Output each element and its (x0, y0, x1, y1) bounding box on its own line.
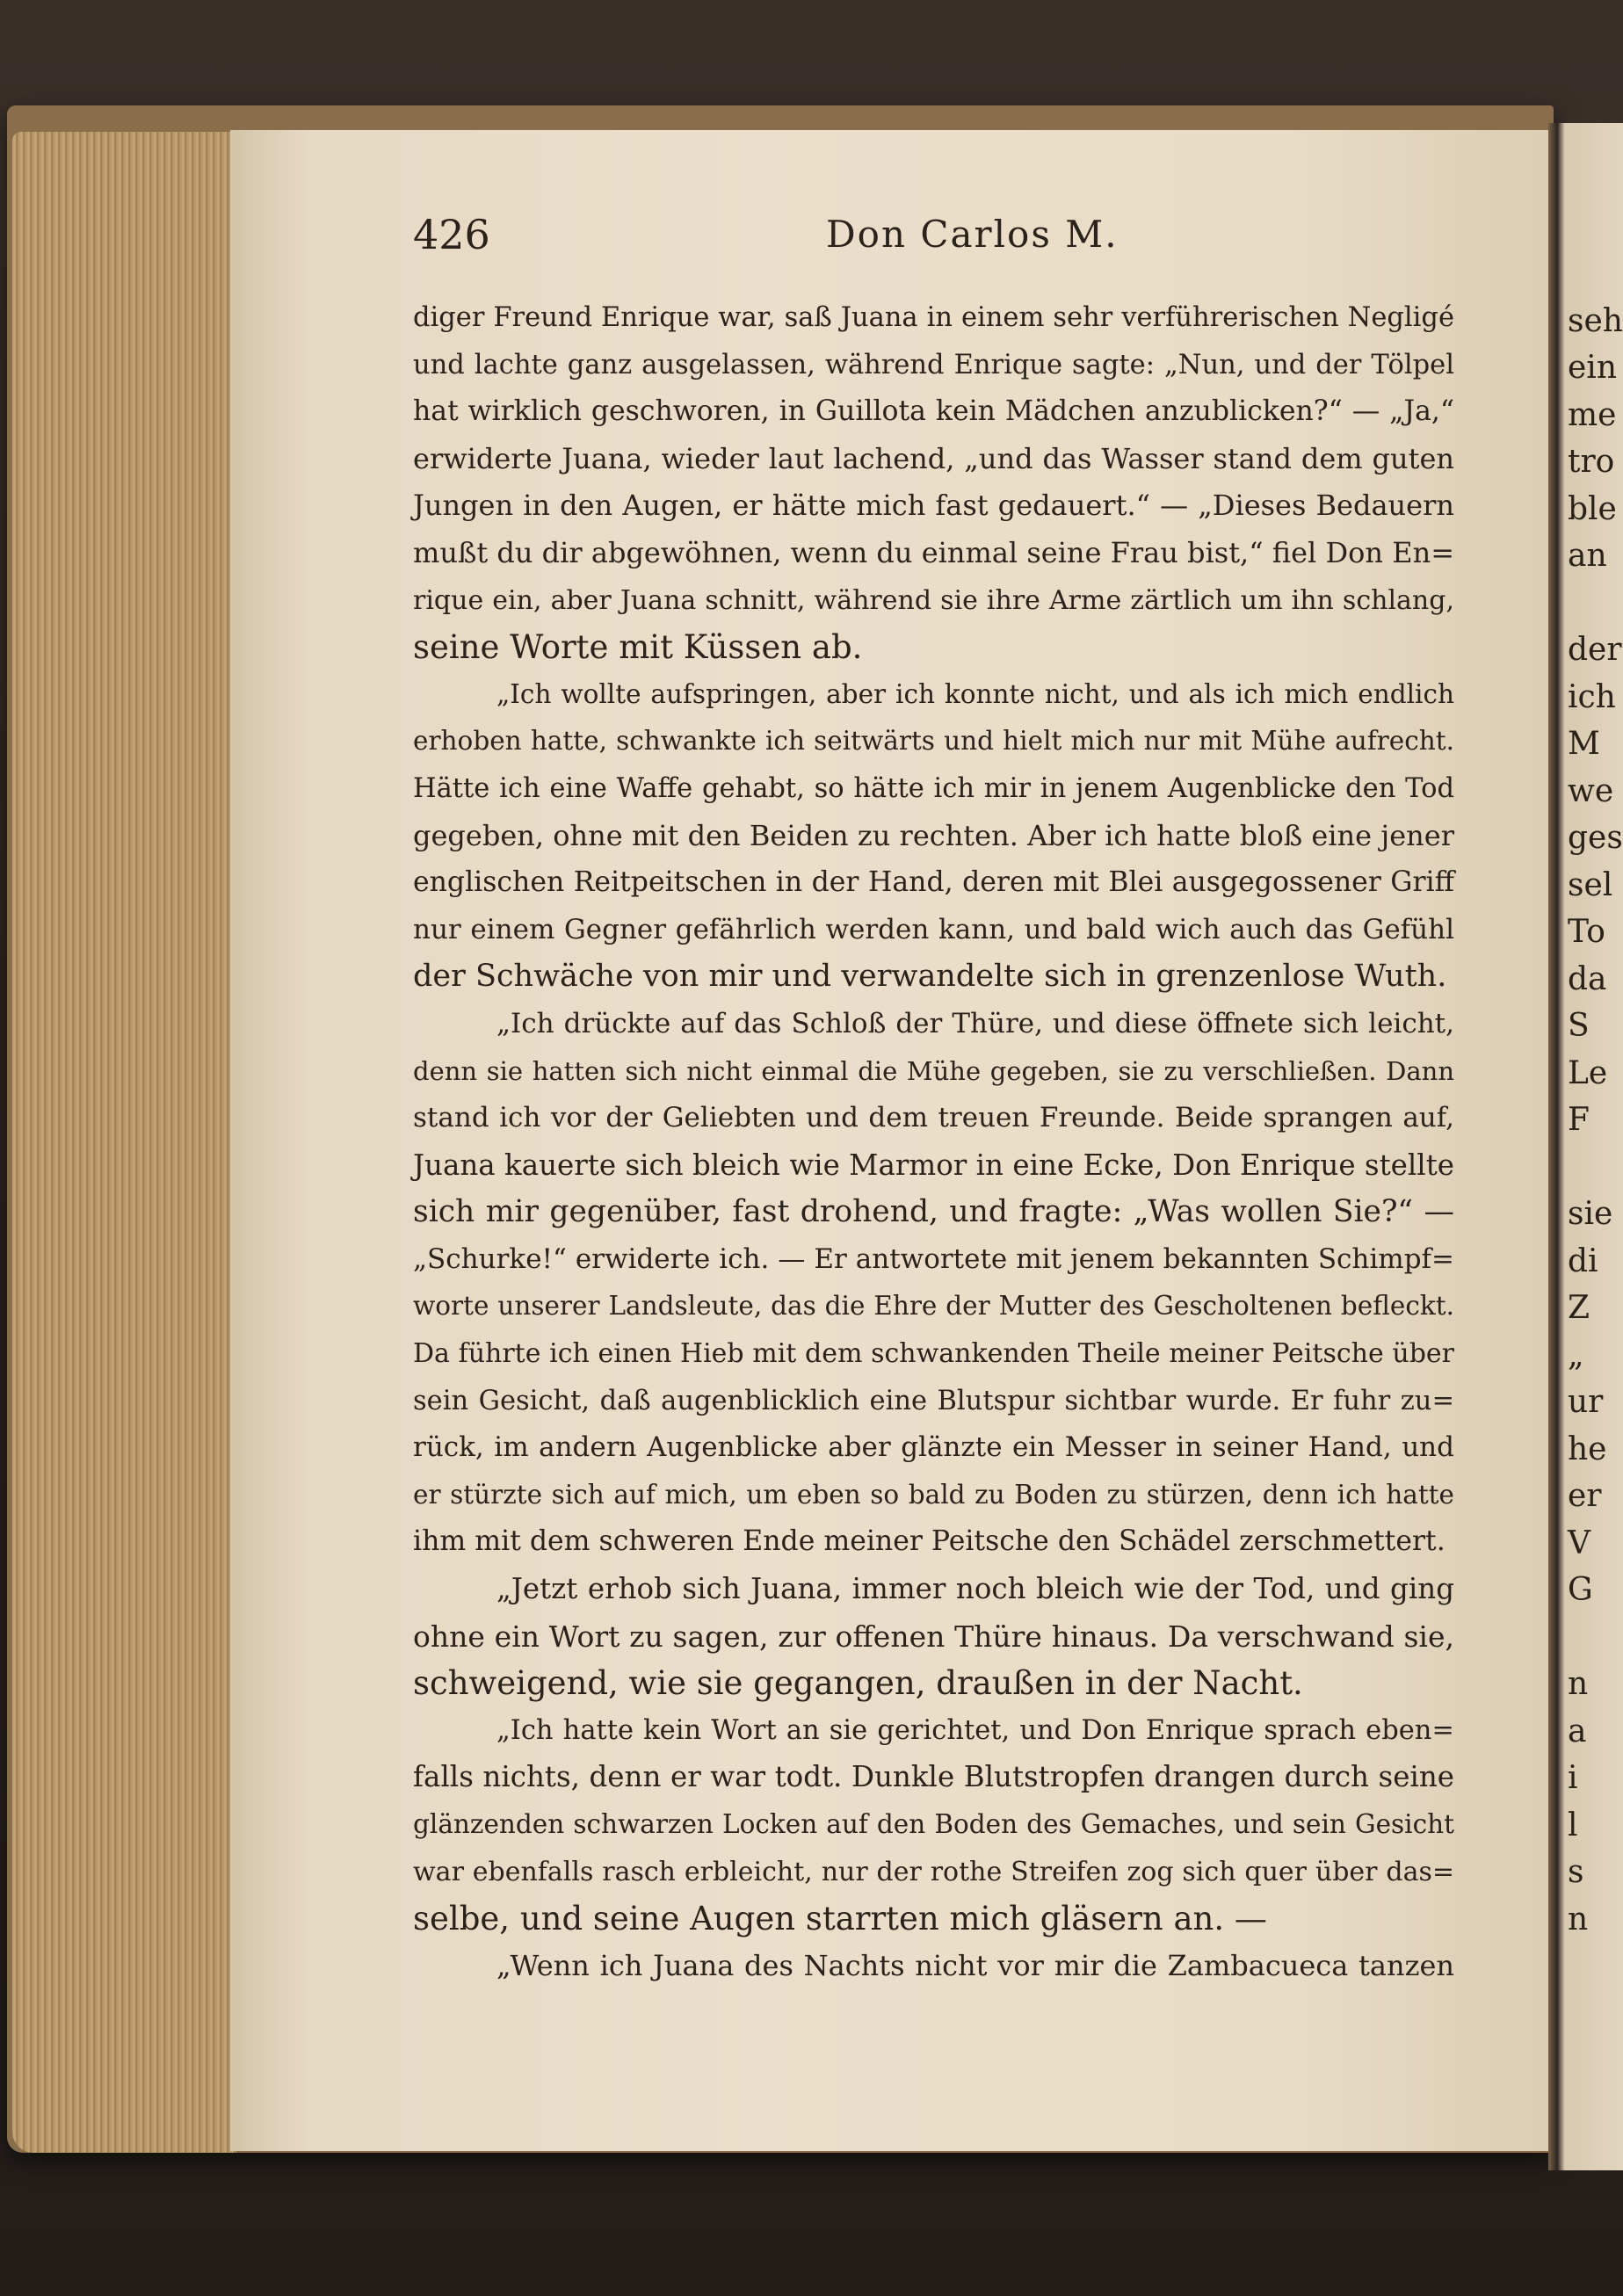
right-fragment: me (1568, 397, 1617, 433)
right-fragment: sie (1568, 1196, 1613, 1232)
text-line: nur einem Gegner gefährlich werden kann, und bald wich auch das Gefühl (413, 913, 1454, 945)
text-line: selbe, und seine Augen starrten mich gläsern an. — (413, 1900, 1267, 1938)
right-fragment: i (1568, 1760, 1578, 1796)
text-line: Juana kauerte sich bleich wie Marmor in eine Ecke, Don Enrique stellte (413, 1148, 1454, 1182)
right-fragment: da (1568, 961, 1607, 997)
page-header (413, 211, 1454, 272)
text-line: englischen Reitpeitschen in der Hand, deren mit Blei ausgegossener Griff (413, 866, 1454, 899)
right-fragment: an (1568, 538, 1607, 574)
right-fragment: a (1568, 1713, 1587, 1749)
right-fragment: n (1568, 1901, 1589, 1937)
text-line: er stürzte sich auf mich, um eben so bald zu Boden zu stürzen, denn ich hatte (413, 1479, 1454, 1510)
page-number: 426 (413, 211, 490, 258)
right-fragment: ich (1568, 679, 1616, 715)
right-fragment: Le (1568, 1055, 1608, 1091)
text-line: schweigend, wie sie gegangen, draußen in der Nacht. (413, 1664, 1303, 1703)
text-line: gegeben, ohne mit den Beiden zu rechten. Aber ich hatte bloß eine jener (413, 818, 1454, 852)
right-page-edge (1548, 123, 1623, 2170)
text-line: war ebenfalls rasch erbleicht, nur der rothe Streifen zog sich quer über das= (413, 1856, 1454, 1887)
text-line: erhoben hatte, schwankte ich seitwärts und hielt mich nur mit Mühe aufrecht. (413, 726, 1454, 757)
text-line: und lachte ganz ausgelassen, während Enrique sagte: „Nun, und der Tölpel (413, 349, 1454, 380)
right-fragment: M (1568, 726, 1600, 762)
right-fragment: l (1568, 1807, 1578, 1843)
text-line: Hätte ich eine Waffe gehabt, so hätte ich mir in jenem Augenblicke den Tod (413, 772, 1454, 804)
right-fragment: seh (1568, 303, 1623, 339)
text-line: „Ich wollte aufspringen, aber ich konnte nicht, und als ich mich endlich (496, 678, 1454, 709)
text-line: worte unserer Landsleute, das die Ehre der Mutter des Gescholtenen befleckt. (413, 1291, 1454, 1322)
text-line: denn sie hatten sich nicht einmal die Mühe gegeben, sie zu verschließen. Dann (413, 1055, 1454, 1086)
text-line: mußt du dir abgewöhnen, wenn du einmal seine Frau bist,“ fiel Don En= (413, 535, 1454, 569)
text-line: „Ich hatte kein Wort an sie gerichtet, und Don Enrique sprach eben= (496, 1714, 1454, 1746)
right-fragment: ble (1568, 491, 1617, 527)
right-fragment: we (1568, 773, 1614, 809)
right-fragment: F (1568, 1102, 1590, 1138)
text-line: erwiderte Juana, wieder laut lachend, „und das Wasser stand dem guten (413, 441, 1454, 475)
text-line: seine Worte mit Küssen ab. (413, 628, 863, 667)
text-line: falls nichts, denn er war todt. Dunkle Blutstropfen drangen durch seine (413, 1760, 1454, 1794)
right-fragment: tro (1568, 444, 1615, 480)
text-line: stand ich vor der Geliebten und dem treuen Freunde. Beide sprangen auf, (413, 1102, 1454, 1134)
page-edges (12, 132, 236, 2153)
text-line: „Wenn ich Juana des Nachts nicht vor mir die Zambacueca tanzen (496, 1948, 1454, 1982)
right-fragment: der (1568, 632, 1622, 668)
text-line: Jungen in den Augen, er hätte mich fast gedauert.“ — „Dieses Bedauern (413, 489, 1454, 523)
right-fragment: di (1568, 1243, 1598, 1279)
text-line: ihm mit dem schweren Ende meiner Peitsche den Schädel zerschmettert. (413, 1525, 1445, 1558)
right-fragment: ges (1568, 820, 1623, 856)
text-line: sein Gesicht, daß augenblicklich eine Blutspur sichtbar wurde. Er fuhr zu= (413, 1385, 1454, 1416)
text-line: diger Freund Enrique war, saß Juana in einem sehr verführerischen Negligé (413, 302, 1454, 333)
right-fragment: „ (1568, 1337, 1584, 1373)
text-line: glänzenden schwarzen Locken auf den Boden des Gemaches, und sein Gesicht (413, 1809, 1454, 1839)
right-fragment: n (1568, 1666, 1589, 1702)
body-text (413, 294, 1454, 1989)
right-fragment: ur (1568, 1384, 1604, 1420)
text-line: rück, im andern Augenblicke aber glänzte ein Messer in seiner Hand, und (413, 1431, 1454, 1464)
text-line: „Schurke!“ erwiderte ich. — Er antwortete mit jenem bekannten Schimpf= (413, 1242, 1454, 1275)
text-line: sich mir gegenüber, fast drohend, und fragte: „Was wollen Sie?“ — (413, 1194, 1454, 1230)
right-fragment: V (1568, 1525, 1590, 1561)
right-fragment: Z (1568, 1290, 1590, 1326)
text-line: „Ich drückte auf das Schloß der Thüre, und diese öffnete sich leicht, (496, 1007, 1454, 1039)
right-fragment: ein (1568, 350, 1618, 386)
text-line: „Jetzt erhob sich Juana, immer noch bleich wie der Tod, und ging (496, 1572, 1454, 1606)
text-line: hat wirklich geschworen, in Guillota kein Mädchen anzublicken?“ — „Ja,“ (413, 395, 1454, 428)
text-line: Da führte ich einen Hieb mit dem schwankenden Theile meiner Peitsche über (413, 1338, 1454, 1370)
right-fragment: G (1568, 1572, 1593, 1608)
right-fragment: he (1568, 1431, 1607, 1467)
text-line: ohne ein Wort zu sagen, zur offenen Thüre hinaus. Da verschwand sie, (413, 1619, 1454, 1654)
text-line: der Schwäche von mir und verwandelte sich in grenzenlose Wuth. (413, 959, 1447, 995)
running-title: Don Carlos M. (826, 213, 1119, 256)
right-fragment: S (1568, 1008, 1590, 1044)
right-fragment: er (1568, 1478, 1602, 1514)
text-line: rique ein, aber Juana schnitt, während sie ihre Arme zärtlich um ihn schlang, (413, 584, 1454, 616)
right-fragment: s (1568, 1854, 1584, 1890)
right-fragment: sel (1568, 867, 1613, 903)
right-fragment: To (1568, 914, 1605, 950)
